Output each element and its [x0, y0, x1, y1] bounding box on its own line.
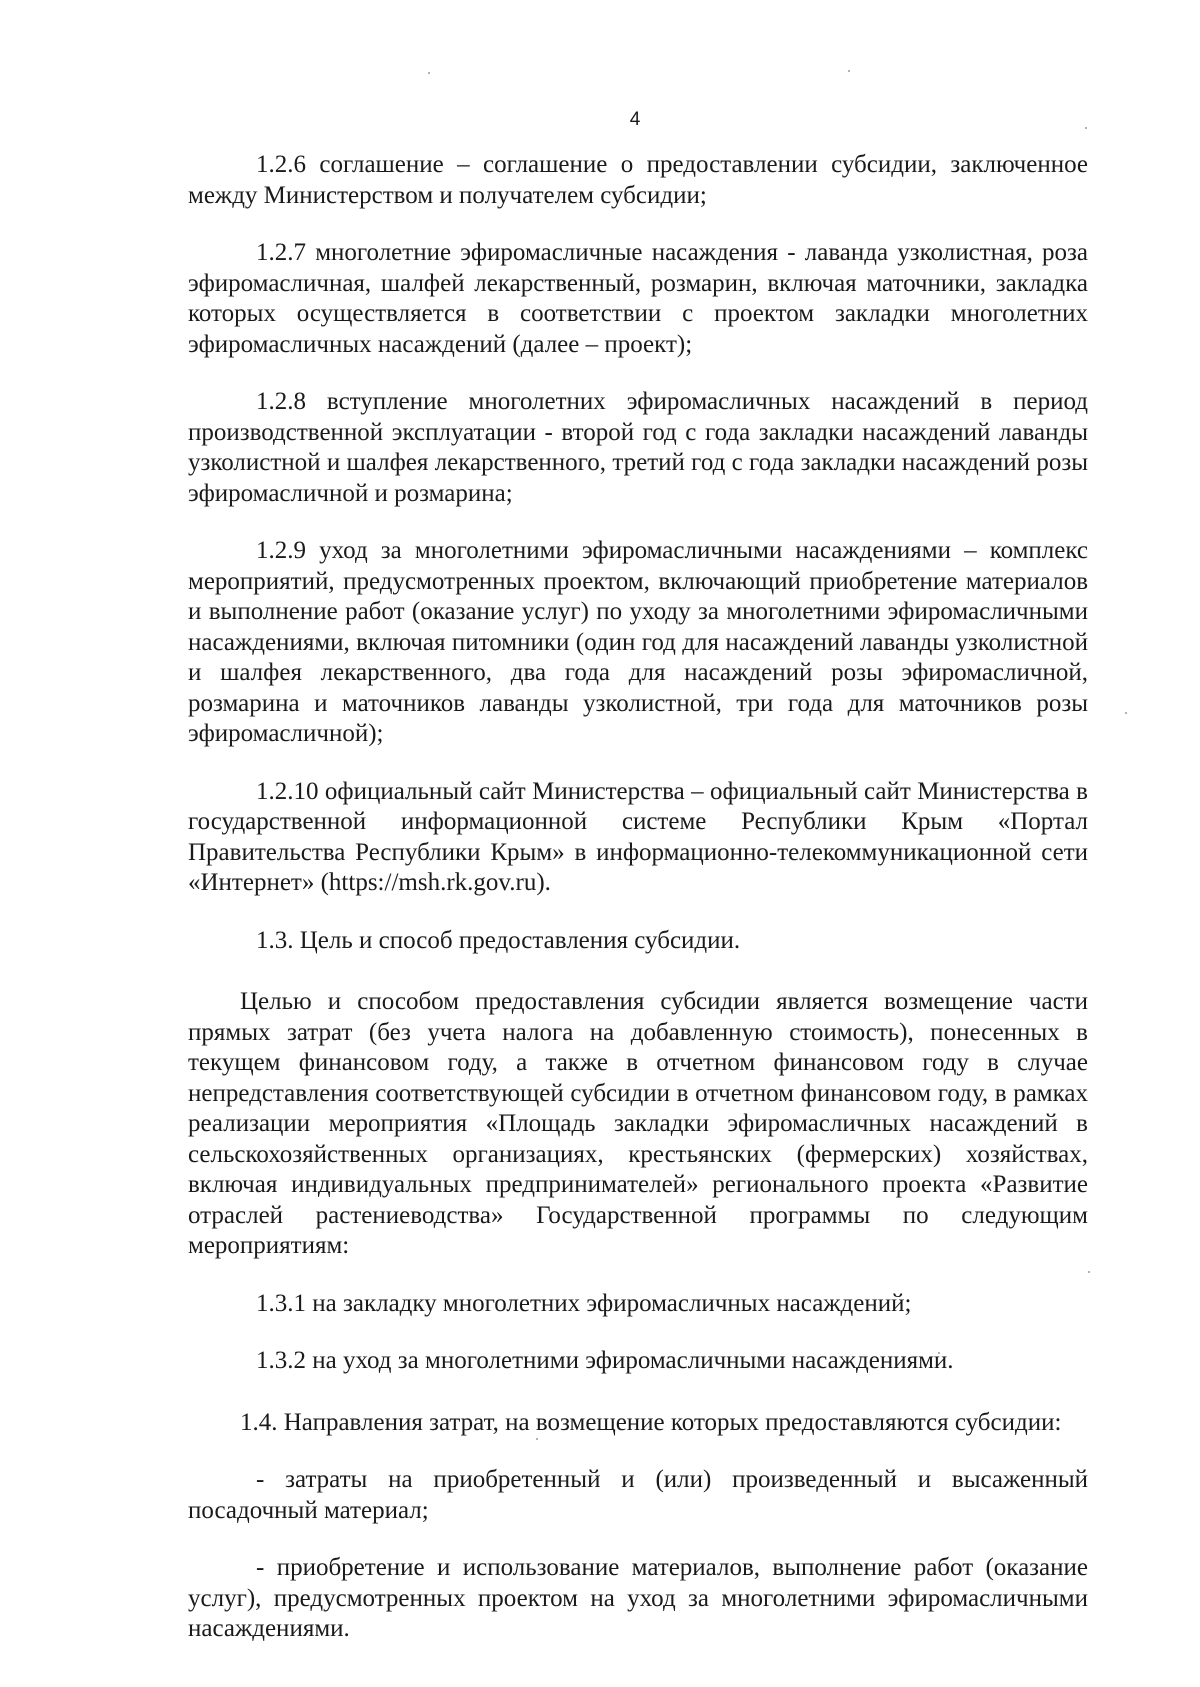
paragraph-1-2-7: 1.2.7 многолетние эфиромасличные насаждения - лаванда узколистная, роза эфиромасличная, шалфей лекарственный, розмарин, включая маточники, закладка которых осуществляется в соответствии с проектом закладки многолетних эфиромасличных насаждений (далее – проект);: [188, 239, 1088, 358]
paragraph-1-3-1: 1.3.1 на закладку многолетних эфиромасличных насаждений;: [256, 1289, 912, 1317]
scan-speck: [1125, 712, 1127, 714]
section-heading-1-3: 1.3. Цель и способ предоставления субсидии.: [256, 926, 741, 954]
list-item-planting-material: - затраты на приобретенный и (или) произведенный и высаженный посадочный материал;: [188, 1466, 1088, 1524]
list-item-care-works: - приобретение и использование материалов, выполнение работ (оказание услуг), предусмотренных проектом на уход за многолетними эфиромасличными насаждениями.: [188, 1554, 1088, 1642]
section-heading-1-4: 1.4. Направления затрат, на возмещение которых предоставляются субсидии:: [240, 1408, 1062, 1436]
page-number: 4: [629, 109, 641, 130]
scan-speck: [428, 72, 430, 74]
document-body: [188, 150, 1088, 1672]
scan-speck: [1088, 1271, 1090, 1273]
scan-speck: [848, 70, 850, 72]
paragraph-1-2-6: 1.2.6 соглашение – соглашение о предоставлении субсидии, заключенное между Министерством и получателем субсидии;: [188, 151, 1088, 209]
paragraph-1-2-9: 1.2.9 уход за многолетними эфиромасличными насаждениями – комплекс мероприятий, предусмотренных проектом, включающий приобретение материалов и выполнение работ (оказание услуг) по уходу за многолетними эфиромасличными насаждениями, включая питомники (один год для насаждений лаванды узколистной и шалфея лекарственного, два года для насаждений розы эфиромасличной, розмарина и маточников лаванды узколистной, три года для маточников розы эфиромасличной);: [188, 537, 1088, 747]
paragraph-1-2-8: 1.2.8 вступление многолетних эфиромасличных насаждений в период производственной эксплуатации - второй год с года закладки насаждений лаванды узколистной и шалфея лекарственного, третий год с года закладки насаждений розы эфиромасличной и розмарина;: [188, 388, 1088, 507]
paragraph-1-2-10: 1.2.10 официальный сайт Министерства – официальный сайт Министерства в государственной информационной системе Республики Крым «Портал Правительства Республики Крым» в информационно-телекоммуникационной сети «Интернет» (https://msh.rk.gov.ru).: [188, 777, 1088, 896]
paragraph-1-3-2: 1.3.2 на уход за многолетними эфиромасличными насаждениями.: [256, 1347, 954, 1374]
paragraph-goal: Целью и способом предоставления субсидии является возмещение части прямых затрат (без учета налога на добавленную стоимость), понесенных в текущем финансовом году, а также в отчетном финансовом году в случае непредставления соответствующей субсидии в отчетном финансовом году, в рамках реализации мероприятия «Площадь закладки эфиромасличных насаждений в сельскохозяйственных организациях, крестьянских (фермерских) хозяйствах, включая индивидуальных предпринимателей» регионального проекта «Развитие отраслей растениеводства» Государственной программы по следующим мероприятиям:: [188, 988, 1088, 1259]
